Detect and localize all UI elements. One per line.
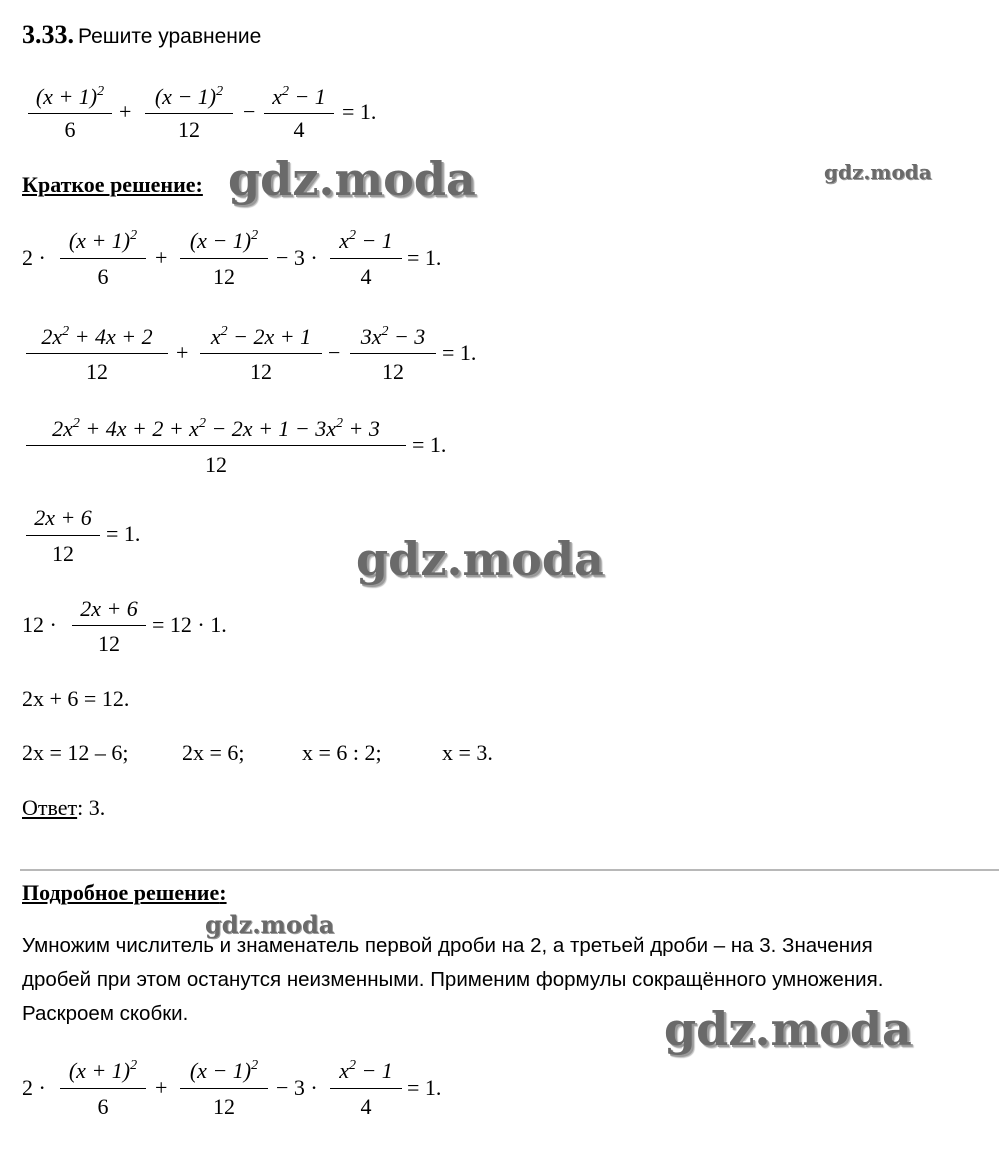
fraction-denominator: 12	[213, 264, 235, 289]
fraction-numerator: 2x + 6	[80, 596, 138, 621]
fraction-numerator: $x^2 - 1$	[339, 1058, 393, 1083]
exponent: 2	[336, 416, 344, 431]
problem-statement: Решите уравнение	[78, 25, 262, 48]
exponent: 2	[348, 228, 356, 243]
fraction-numerator: $x^2 - 1$	[339, 228, 393, 253]
fraction-numerator: $(x + 1)^2$	[68, 1058, 138, 1083]
fraction-bar	[60, 1088, 146, 1089]
exponent: 2	[198, 416, 206, 431]
watermark: gdz.moda	[228, 152, 476, 206]
fraction-denominator: 12	[250, 359, 272, 384]
fraction-bar	[330, 258, 402, 259]
operator: +	[155, 1075, 168, 1100]
fraction-bar	[145, 113, 233, 114]
fraction-numerator: $3x^2 - 3$	[360, 324, 426, 349]
short-step-6: 2x + 6 = 12.	[22, 686, 130, 711]
short-solution-heading: Краткое решение:	[22, 172, 203, 197]
exponent: 2	[220, 324, 228, 339]
operator: +	[119, 99, 132, 124]
step-part: 2x = 12 – 6;	[22, 740, 129, 765]
equation-rhs: = 1.	[407, 1075, 442, 1100]
detailed-solution-heading: Подробное решение:	[22, 880, 227, 905]
operator: +	[155, 245, 168, 270]
fraction-denominator: 12	[205, 452, 227, 477]
section-divider	[20, 869, 999, 871]
fraction-numerator: $(x + 1)^2$	[35, 84, 105, 109]
step-part: x = 6 : 2;	[302, 740, 382, 765]
fraction-bar	[72, 625, 146, 626]
fraction-numerator: $(x - 1)^2$	[189, 228, 259, 253]
fraction-denominator: 6	[64, 117, 76, 142]
watermark: gdz.moda	[205, 910, 335, 939]
fraction-denominator: 12	[178, 117, 200, 142]
exponent: 2	[62, 324, 70, 339]
equation-rhs: = 1.	[412, 432, 447, 457]
answer-value: : 3.	[77, 795, 106, 820]
equation-rhs: = 1.	[407, 245, 442, 270]
answer-label: Ответ	[22, 795, 78, 820]
equation-rhs: = 1.	[442, 340, 477, 365]
paragraph-line: дробей при этом останутся неизменными. Применим формулы сокращённого умножения.	[22, 968, 884, 991]
fraction-denominator: 12	[98, 631, 120, 656]
exponent: 2	[381, 324, 389, 339]
problem-header	[22, 20, 261, 50]
operator: − 3 ·	[276, 245, 318, 270]
fraction-bar	[26, 445, 406, 446]
exponent: 2	[251, 228, 259, 243]
exponent: 2	[130, 1058, 138, 1073]
fraction-denominator: 12	[382, 359, 404, 384]
step-part: 2x = 6;	[182, 740, 245, 765]
exponent: 2	[216, 84, 224, 99]
fraction-bar	[264, 113, 334, 114]
watermark: gdz.moda	[356, 532, 604, 586]
step-part: x = 3.	[442, 740, 493, 765]
watermark: gdz.moda	[664, 1002, 912, 1056]
paragraph-line: Раскроем скобки.	[22, 1002, 189, 1025]
operator: +	[176, 340, 189, 365]
fraction-denominator: 6	[97, 264, 109, 289]
fraction-denominator: 12	[86, 359, 108, 384]
operator: −	[243, 99, 256, 124]
fraction-numerator: $x^2 - 2x + 1$	[210, 324, 312, 349]
fraction-bar	[200, 353, 322, 354]
fraction-numerator: $(x - 1)^2$	[154, 84, 224, 109]
equation-rhs: = 1.	[106, 521, 141, 546]
fraction-bar	[60, 258, 146, 259]
fraction-denominator: 12	[213, 1094, 235, 1119]
fraction-bar	[180, 1088, 268, 1089]
fraction-numerator: 2x + 6	[34, 505, 92, 530]
answer	[22, 795, 105, 821]
fraction-bar	[26, 535, 100, 536]
equation-rhs: = 12 · 1.	[152, 612, 227, 637]
fraction-bar	[350, 353, 436, 354]
fraction-denominator: 4	[293, 117, 305, 142]
fraction-bar	[26, 353, 168, 354]
exponent: 2	[348, 1058, 356, 1073]
multiplier: 12 ·	[22, 612, 57, 637]
fraction-bar	[180, 258, 268, 259]
exponent: 2	[97, 84, 105, 99]
equation-rhs: = 1.	[342, 99, 377, 124]
watermark: gdz.moda	[824, 160, 932, 184]
operator: − 3 ·	[276, 1075, 318, 1100]
exponent: 2	[72, 416, 80, 431]
fraction-denominator: 6	[97, 1094, 109, 1119]
exponent: 2	[281, 84, 289, 99]
fraction-numerator: $2x^2 + 4x + 2$	[41, 324, 153, 349]
paragraph-line: Умножим числитель и знаменатель первой дроби на 2, а третьей дроби – на 3. Значения	[22, 934, 873, 957]
problem-number: 3.33.	[22, 20, 74, 49]
multiplier: 2 ·	[22, 245, 46, 270]
fraction-bar	[330, 1088, 402, 1089]
fraction-numerator: $(x - 1)^2$	[189, 1058, 259, 1083]
fraction-bar	[28, 113, 112, 114]
exponent: 2	[251, 1058, 259, 1073]
fraction-denominator: 4	[360, 1094, 372, 1119]
fraction-denominator: 4	[360, 264, 372, 289]
exponent: 2	[130, 228, 138, 243]
multiplier: 2 ·	[22, 1075, 46, 1100]
operator: −	[328, 340, 341, 365]
fraction-numerator: $x^2 - 1$	[272, 84, 326, 109]
fraction-numerator: $2x^2 + 4x + 2 + x^2 - 2x + 1 - 3x^2 + 3$	[52, 416, 380, 441]
fraction-numerator: $(x + 1)^2$	[68, 228, 138, 253]
fraction-denominator: 12	[52, 541, 74, 566]
